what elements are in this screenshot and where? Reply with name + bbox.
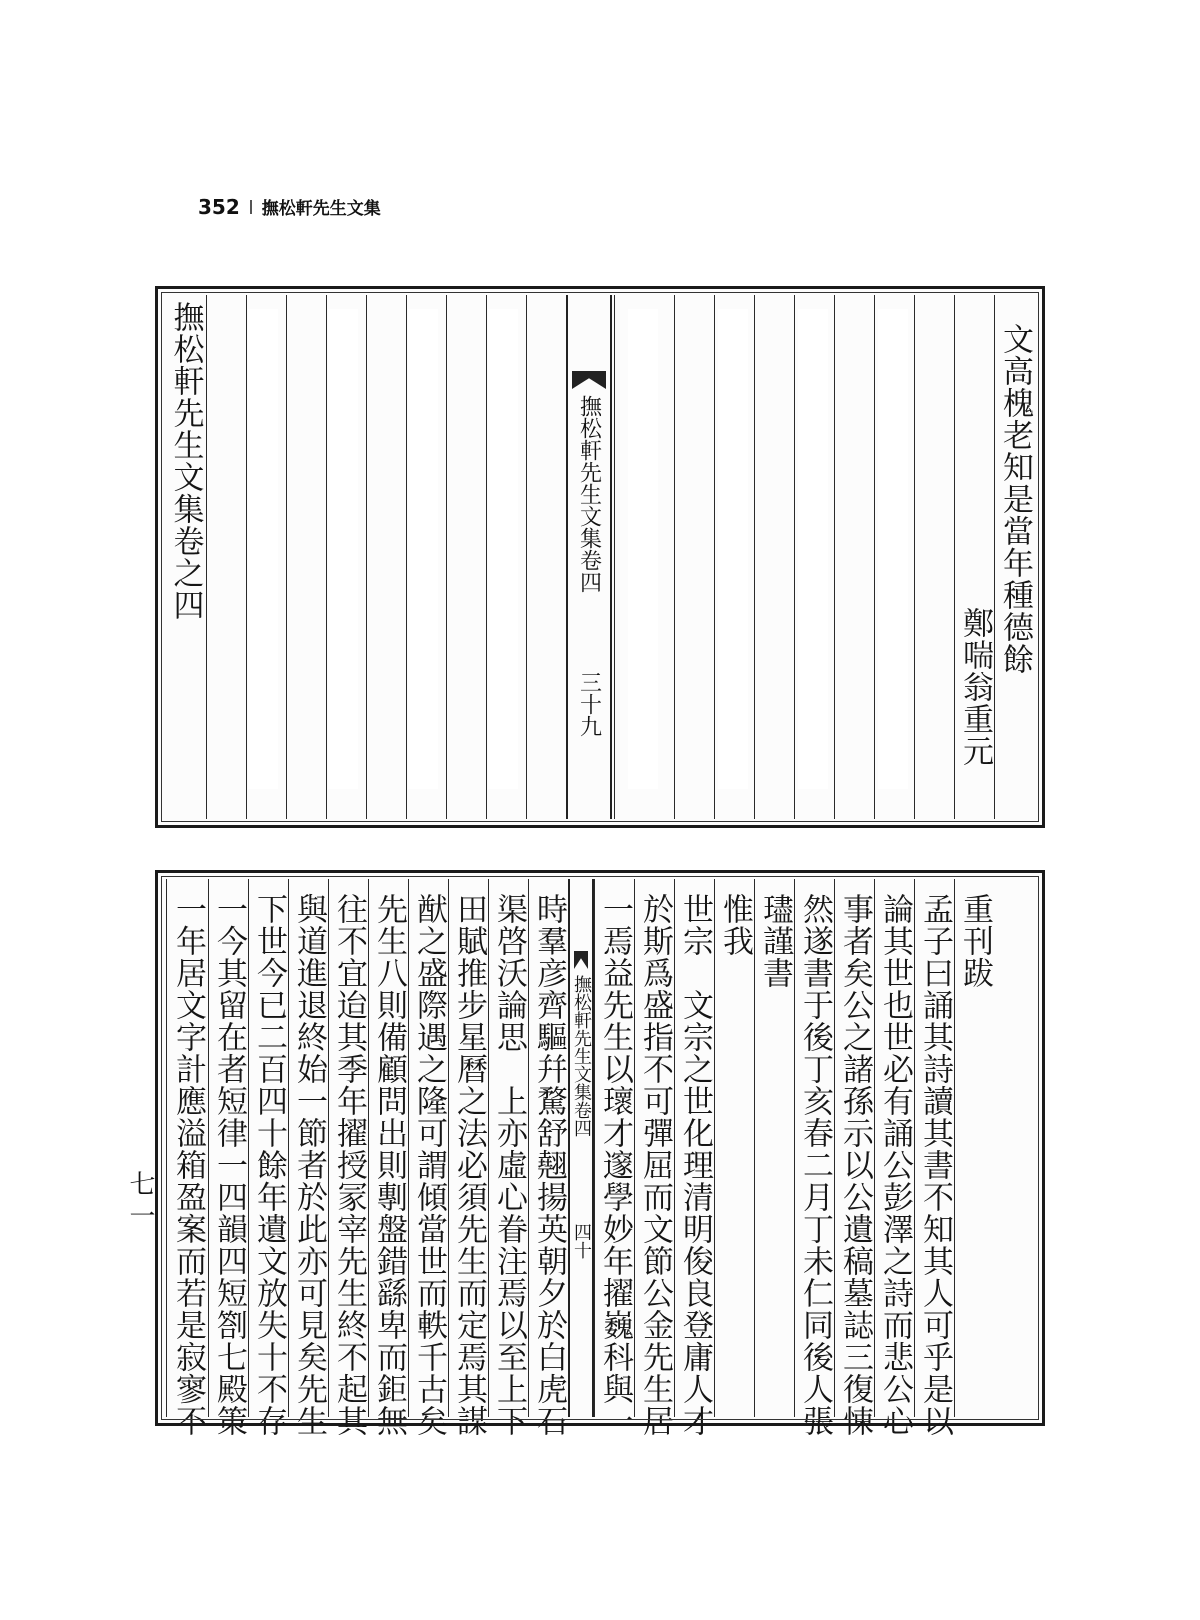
text-column	[954, 879, 994, 1417]
erased-block	[488, 309, 518, 789]
column-text: 撫松軒先生文集卷之四	[167, 301, 204, 621]
text-column	[166, 879, 208, 1437]
text-column	[954, 295, 994, 819]
column-text: 鄭喘翁重元	[957, 607, 993, 767]
column-text: 猷之盛際遇之隆可謂傾當世而軼千古矣	[411, 893, 447, 1437]
text-column	[714, 879, 754, 1417]
column-text: 璶謹書	[757, 893, 793, 989]
text-column	[164, 295, 206, 819]
text-column	[528, 879, 568, 1437]
erased-block	[878, 309, 908, 789]
column-text: 渠啓沃論思 上亦虛心眷注焉以至上下	[491, 893, 527, 1437]
empty-column	[366, 295, 406, 819]
erased-block	[248, 309, 278, 789]
erased-block	[328, 309, 358, 789]
text-column	[914, 879, 954, 1437]
text-column	[208, 879, 248, 1437]
center-fold	[566, 295, 612, 819]
column-text: 惟我	[717, 893, 753, 957]
text-column	[248, 879, 288, 1437]
center-fold-title: 撫松軒先生文集卷四	[576, 395, 602, 593]
text-column	[488, 879, 528, 1437]
empty-column	[754, 295, 794, 819]
column-text: 世宗 文宗之世化理清明俊良登庸人才	[677, 893, 713, 1437]
column-text: 孟子曰誦其詩讀其書不知其人可乎是以	[917, 893, 953, 1437]
text-column	[368, 879, 408, 1437]
page-number: 352	[198, 194, 240, 219]
empty-column	[674, 295, 714, 819]
column-text: 下世今已二百四十餘年遺文放失十不存	[251, 893, 287, 1437]
center-fold-page: 三十九	[576, 671, 602, 737]
column-text: 一焉益先生以瓌才邃學妙年擢巍科與一	[597, 893, 633, 1437]
text-column	[754, 879, 794, 1417]
text-column	[328, 879, 368, 1437]
empty-column	[206, 295, 246, 819]
text-column	[594, 879, 634, 1437]
column-text: 論其世也世必有誦公彭澤之詩而悲公心	[877, 893, 913, 1437]
empty-column	[914, 295, 954, 819]
erased-block	[628, 309, 658, 789]
text-column	[994, 295, 1034, 819]
empty-column	[446, 295, 486, 819]
column-text: 田賦推步星曆之法必須先生而定焉其謀	[451, 893, 487, 1437]
text-column	[448, 879, 488, 1437]
erased-block	[408, 309, 438, 789]
column-text: 時羣彦齊驅幷騖舒翹揚英朝夕於白虎石	[531, 893, 567, 1437]
column-text: 於斯爲盛指不可彈屈而文節公金先生居	[637, 893, 673, 1437]
text-column	[834, 879, 874, 1437]
empty-column	[834, 295, 874, 819]
empty-column	[286, 295, 326, 819]
erased-block	[718, 309, 748, 789]
empty-column	[526, 295, 566, 819]
fish-tail-mark	[572, 371, 606, 389]
fish-tail-mark	[574, 951, 588, 969]
text-column	[874, 879, 914, 1437]
text-column	[634, 879, 674, 1437]
text-column	[674, 879, 714, 1437]
margin-page-number: 七一	[125, 1170, 155, 1234]
column-text: 先生八則備顧問出則剸盤錯繇卑而鉅無	[371, 893, 407, 1437]
top-woodblock-page	[155, 286, 1045, 828]
page-header	[198, 194, 381, 219]
text-column	[408, 879, 448, 1437]
center-fold-title: 撫松軒先生文集卷四	[571, 975, 592, 1137]
column-text: 往不宜迨其季年擢授冡宰先生終不起其	[331, 893, 367, 1437]
book-title: 撫松軒先生文集	[261, 199, 381, 219]
column-text: 與道進退終始一節者於此亦可見矣先生	[291, 893, 327, 1437]
erased-block	[798, 309, 828, 789]
bottom-woodblock-page	[155, 870, 1045, 1437]
text-column	[794, 879, 834, 1437]
text-column	[288, 879, 328, 1437]
column-text: 文高槐老知是當年種德餘	[997, 323, 1033, 675]
column-text: 重刊跋	[957, 893, 993, 989]
header-divider	[250, 200, 252, 214]
column-text: 一年居文字計應溢箱盈案而若是寂寥不	[170, 893, 206, 1437]
center-fold-page: 四十	[571, 1223, 592, 1259]
center-fold	[568, 879, 594, 1417]
column-text: 然遂書于後丁亥春二月丁未仁同後人張	[797, 893, 833, 1437]
column-text: 事者矣公之諸孫示以公遺稿墓誌三復悚	[837, 893, 873, 1437]
column-text: 一今其留在者短律一四韻四短劄七殿策	[211, 893, 247, 1437]
